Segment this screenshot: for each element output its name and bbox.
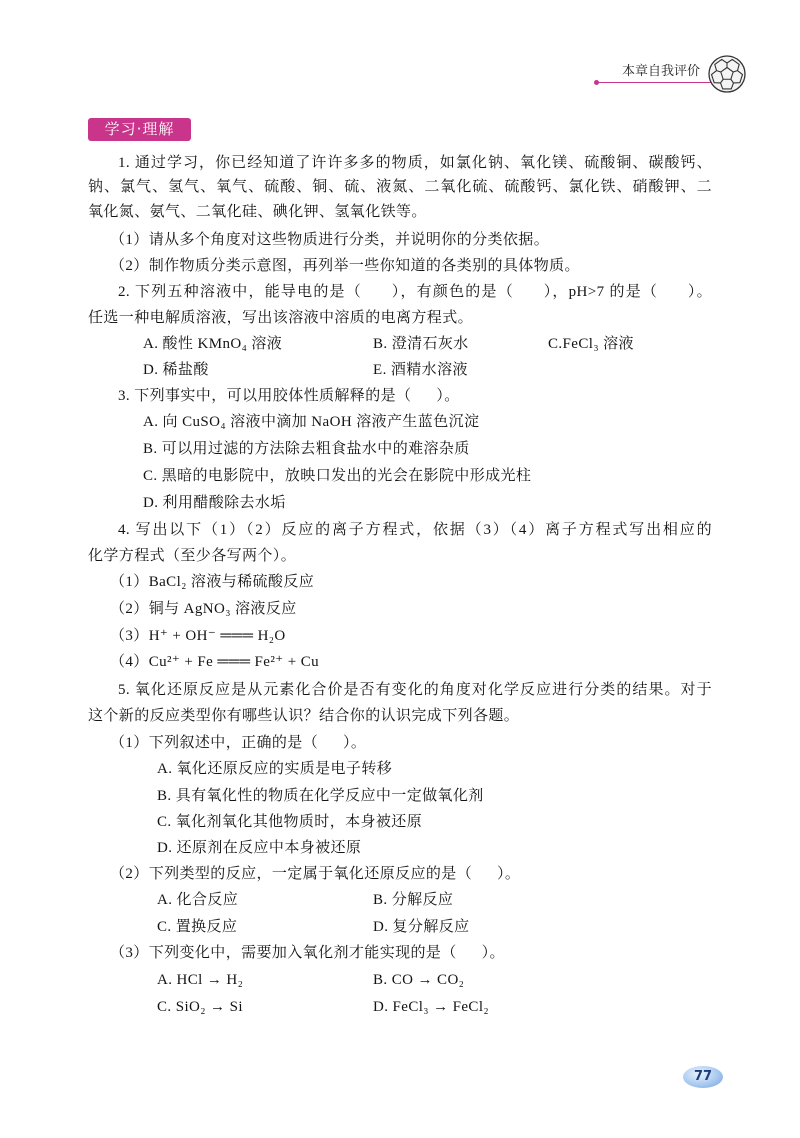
q5-2-prompt: （2）下列类型的反应，一定属于氧化还原反应的是（ ）。: [110, 866, 521, 882]
q2-option-a: A. 酸性 KMnO₄ 溶液: [143, 336, 283, 352]
q5-3-option-b: B. CO → CO₂: [373, 972, 465, 988]
q2-stem-line: 2. 下列五种溶液中，能导电的是（ ），有颜色的是（ ），pH>7 的是（ ）。: [118, 284, 712, 300]
q2-option-c: C.FeCl₃ 溶液: [548, 336, 634, 352]
q5-2-option-b: B. 分解反应: [373, 892, 454, 908]
q5-1-option-a: A. 氧化还原反应的实质是电子转移: [157, 761, 393, 777]
q5-3-prompt: （3）下列变化中，需要加入氧化剂才能实现的是（ ）。: [110, 945, 505, 961]
page-number-badge: [683, 1066, 723, 1088]
page-number: 77: [693, 1069, 713, 1084]
q5-1-option-c: C. 氧化剂氧化其他物质时，本身被还原: [157, 814, 423, 830]
q5-stem-line: 5. 氧化还原反应是从元素化合价是否有变化的角度对化学反应进行分类的结果。对于: [118, 682, 712, 698]
q5-1-option-d: D. 还原剂在反应中本身被还原: [157, 840, 362, 856]
q5-2-option-c: C. 置换反应: [157, 919, 238, 935]
q5-2-option-a: A. 化合反应: [157, 892, 239, 908]
q2-stem-line: 任选一种电解质溶液，写出该溶液中溶质的电离方程式。: [88, 310, 474, 326]
q4-stem-line: 化学方程式（至少各写两个）。: [88, 548, 297, 564]
q5-3-option-a: A. HCl → H₂: [157, 972, 244, 988]
q2-option-d: D. 稀盐酸: [143, 362, 209, 378]
q2-option-e: E. 酒精水溶液: [373, 362, 468, 378]
q5-2-option-d: D. 复分解反应: [373, 919, 470, 935]
q2-option-b: B. 澄清石灰水: [373, 336, 469, 352]
chapter-review-label: 本章自我评价: [622, 64, 701, 79]
q5-stem-line: 这个新的反应类型你有哪些认识？结合你的认识完成下列各题。: [88, 708, 520, 724]
q3-stem: 3. 下列事实中，可以用胶体性质解释的是（ ）。: [118, 388, 460, 404]
header-rule-dot: [594, 80, 599, 85]
q3-option-a: A. 向 CuSO₄ 溶液中滴加 NaOH 溶液产生蓝色沉淀: [143, 414, 480, 430]
q1-stem-line: 1. 通过学习，你已经知道了许许多多的物质，如氯化钠、氧化镁、硫酸铜、碳酸钙、: [118, 155, 712, 171]
q5-1-prompt: （1）下列叙述中，正确的是（ ）。: [110, 735, 367, 751]
q4-stem-line: 4. 写出以下（1）（2）反应的离子方程式，依据（3）（4）离子方程式写出相应的: [118, 522, 712, 538]
section-tag-learning-understanding: 学习·理解: [88, 118, 191, 141]
q1-stem-line: 钠、氯气、氢气、氧气、硫酸、铜、硫、液氮、二氧化硫、硫酸钙、氯化铁、硝酸钾、二: [88, 179, 712, 195]
q1-sub-question-2: （2）制作物质分类示意图，再列举一些你知道的各类别的具体物质。: [110, 258, 580, 274]
q5-3-option-c: C. SiO₂ → Si: [157, 999, 243, 1015]
q5-3-option-d: D. FeCl₃ → FeCl₂: [373, 999, 490, 1015]
fullerene-ball-icon: [707, 54, 747, 94]
q1-sub-question-1: （1）请从多个角度对这些物质进行分类，并说明你的分类依据。: [110, 232, 550, 248]
q3-option-c: C. 黑暗的电影院中，放映口发出的光会在影院中形成光柱: [143, 468, 532, 484]
q5-1-option-b: B. 具有氧化性的物质在化学反应中一定做氧化剂: [157, 788, 484, 804]
q4-sub-question-2: （2）铜与 AgNO₃ 溶液反应: [110, 601, 297, 617]
q4-ionic-equation-3: （3）H⁺ + OH⁻ ═══ H₂O: [110, 628, 286, 644]
q3-option-d: D. 利用醋酸除去水垢: [143, 495, 286, 511]
q4-ionic-equation-4: （4）Cu²⁺ + Fe ═══ Fe²⁺ + Cu: [110, 654, 320, 670]
q1-stem-line: 氧化氮、氨气、二氧化硅、碘化钾、氢氧化铁等。: [88, 204, 427, 220]
q4-sub-question-1: （1）BaCl₂ 溶液与稀硫酸反应: [110, 574, 315, 590]
q3-option-b: B. 可以用过滤的方法除去粗食盐水中的难溶杂质: [143, 441, 470, 457]
header-rule: [597, 82, 711, 83]
